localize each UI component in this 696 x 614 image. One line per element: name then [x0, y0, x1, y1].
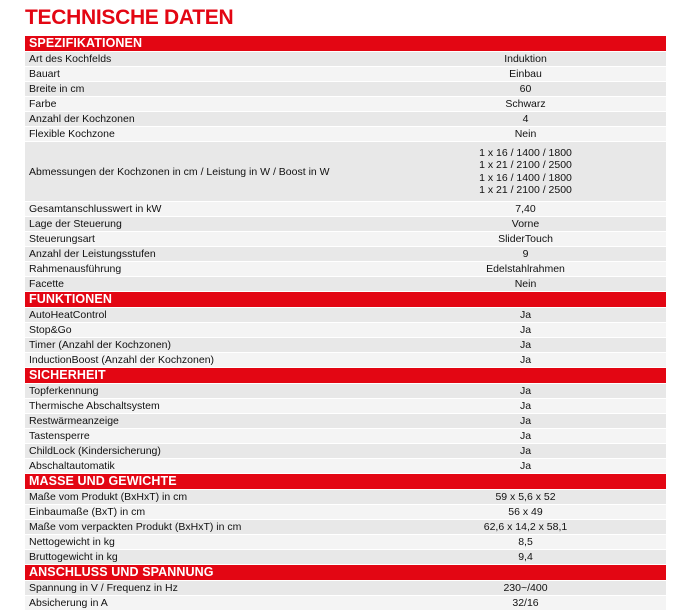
spec-label: Thermische Abschaltsystem — [29, 400, 160, 412]
spec-value: Ja — [519, 324, 532, 336]
spec-row — [25, 505, 666, 519]
spec-row — [25, 97, 666, 111]
spec-value: 32/16 — [512, 597, 539, 609]
spec-row — [25, 262, 666, 276]
spec-row — [25, 429, 666, 443]
spec-value: 59 x 5,6 x 52 — [495, 491, 556, 503]
section-heading: MASSE UND GEWICHTE — [25, 474, 666, 489]
spec-row — [25, 67, 666, 81]
spec-row — [25, 490, 666, 504]
spec-row — [25, 202, 666, 216]
section-sicherheit — [25, 368, 666, 473]
spec-label: Anzahl der Leistungsstufen — [29, 248, 156, 260]
section-masse-und-gewichte — [25, 474, 666, 564]
spec-value: Ja — [519, 339, 532, 351]
spec-row — [25, 581, 666, 595]
spec-row — [25, 353, 666, 367]
spec-row — [25, 217, 666, 231]
spec-label: AutoHeatControl — [29, 309, 107, 321]
spec-row — [25, 384, 666, 398]
spec-row — [25, 277, 666, 291]
spec-label: Spannung in V / Frequenz in Hz — [29, 582, 178, 594]
section-spezifikationen — [25, 36, 666, 291]
spec-label: Absicherung in A — [29, 597, 108, 609]
spec-label: Tastensperre — [29, 430, 90, 442]
spec-row — [25, 414, 666, 428]
section-anschluss-und-spannung — [25, 565, 666, 610]
spec-label: Timer (Anzahl der Kochzonen) — [29, 339, 172, 351]
spec-row — [25, 444, 666, 458]
spec-label: Rahmenausführung — [29, 263, 122, 275]
spec-label: Art des Kochfelds — [29, 53, 112, 65]
spec-row — [25, 520, 666, 534]
spec-value: Ja — [519, 385, 532, 397]
spec-row — [25, 127, 666, 141]
spec-value: 230~/400 — [503, 582, 548, 594]
spec-row — [25, 82, 666, 96]
spec-value: Ja — [519, 354, 532, 366]
spec-value: Induktion — [504, 53, 547, 65]
spec-label: Abschaltautomatik — [29, 460, 115, 472]
spec-row — [25, 596, 666, 610]
spec-value: Ja — [519, 460, 532, 472]
spec-label: Farbe — [29, 98, 57, 110]
section-funktionen — [25, 292, 666, 367]
spec-value: 9 — [522, 248, 529, 260]
spec-label: Facette — [29, 278, 65, 290]
spec-value: Ja — [519, 430, 532, 442]
spec-row — [25, 550, 666, 564]
section-heading: FUNKTIONEN — [25, 292, 666, 307]
section-heading: SICHERHEIT — [25, 368, 666, 383]
spec-row — [25, 459, 666, 473]
spec-value: 8,5 — [518, 536, 533, 548]
spec-value: SliderTouch — [498, 233, 553, 245]
spec-label: Steuerungsart — [29, 233, 95, 245]
spec-value — [405, 142, 666, 201]
spec-row — [25, 338, 666, 352]
spec-label: ChildLock (Kindersicherung) — [29, 445, 161, 457]
spec-value-line: 1 x 16 / 1400 / 1800 — [479, 171, 572, 184]
spec-row — [25, 142, 666, 201]
spec-label: Restwärmeanzeige — [29, 415, 119, 427]
section-heading: SPEZIFIKATIONEN — [25, 36, 666, 51]
spec-value: Edelstahlrahmen — [486, 263, 565, 275]
page-title: TECHNISCHE DATEN — [25, 6, 234, 29]
spec-label: Nettogewicht in kg — [29, 536, 115, 548]
spec-value: Ja — [519, 400, 532, 412]
spec-label: InductionBoost (Anzahl der Kochzonen) — [29, 354, 215, 366]
spec-label: Einbaumaße (BxT) in cm — [29, 506, 146, 518]
spec-label: Bruttogewicht in kg — [29, 551, 118, 563]
spec-row — [25, 399, 666, 413]
spec-label: Breite in cm — [29, 83, 85, 95]
spec-value: 4 — [522, 113, 529, 125]
spec-value: Nein — [514, 278, 537, 290]
spec-label: Maße vom Produkt (BxHxT) in cm — [29, 491, 188, 503]
spec-value: Einbau — [509, 68, 542, 80]
spec-value: 9,4 — [518, 551, 533, 563]
spec-label: Anzahl der Kochzonen — [29, 113, 135, 125]
spec-value: Schwarz — [505, 98, 546, 110]
spec-value-line: 1 x 21 / 2100 / 2500 — [479, 159, 572, 171]
spec-label: Abmessungen der Kochzonen in cm / Leistung in W / Boost in W — [29, 165, 330, 178]
spec-value: Vorne — [511, 218, 540, 230]
spec-value: 56 x 49 — [508, 506, 543, 518]
spec-value: 60 — [519, 83, 532, 95]
spec-row — [25, 52, 666, 66]
spec-value: 62,6 x 14,2 x 58,1 — [483, 521, 568, 533]
spec-row — [25, 535, 666, 549]
spec-table — [25, 35, 666, 610]
spec-row — [25, 308, 666, 322]
spec-value: Ja — [519, 445, 532, 457]
spec-value: Ja — [519, 415, 532, 427]
spec-label: Maße vom verpackten Produkt (BxHxT) in cm — [29, 521, 242, 533]
spec-label: Bauart — [29, 68, 60, 80]
spec-value: Ja — [519, 309, 532, 321]
spec-label: Lage der Steuerung — [29, 218, 122, 230]
spec-label: Stop&Go — [29, 324, 72, 336]
spec-label: Topferkennung — [29, 385, 99, 397]
spec-value-line: 1 x 16 / 1400 / 1800 — [479, 146, 572, 159]
spec-label: Flexible Kochzone — [29, 128, 115, 140]
spec-row — [25, 247, 666, 261]
spec-row — [25, 232, 666, 246]
spec-row — [25, 323, 666, 337]
spec-value: 7,40 — [515, 203, 536, 215]
spec-row — [25, 112, 666, 126]
section-heading: ANSCHLUSS UND SPANNUNG — [25, 565, 666, 580]
spec-value-line: 1 x 21 / 2100 / 2500 — [479, 184, 572, 196]
spec-value: Nein — [514, 128, 537, 140]
spec-label: Gesamtanschlusswert in kW — [29, 203, 162, 215]
